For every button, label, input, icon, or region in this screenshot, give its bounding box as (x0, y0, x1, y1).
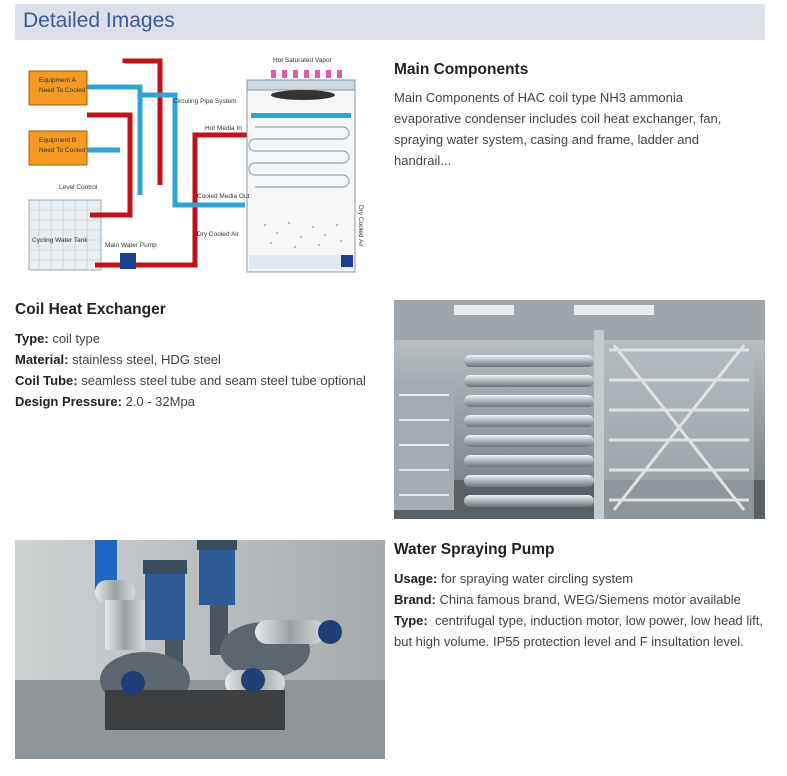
coil-title: Coil Heat Exchanger (15, 301, 166, 318)
diagram-label-equipment-a: Equipment A Need To Cooled (39, 77, 86, 94)
pump-spec-list (394, 568, 767, 652)
pump-title: Water Spraying Pump (394, 541, 555, 558)
water-spraying-pump-photo (15, 540, 385, 759)
diagram-label-equipment-b: Equipment B Need To Cooled (39, 137, 86, 154)
diagram-label-cooled-media: Cooled Media Out (197, 193, 250, 200)
coil-spec-row: Coil Tube: seamless steel tube and seam steel tube optional (15, 373, 366, 388)
diagram-label-circuit: Circuling Pipe System (173, 98, 237, 105)
coil-heat-exchanger-photo (394, 300, 765, 519)
diagram-label-hot-vapor: Hot Saturated Vapor (273, 57, 332, 64)
pump-spec-row: Usage: for spraying water circling system (394, 571, 634, 586)
coil-spec-row: Type: coil type (15, 331, 101, 346)
diagram-label-hot-media: Hot Media In (205, 125, 242, 132)
pump-spec-row: Brand: China famous brand, WEG/Siemens motor available (394, 592, 741, 607)
cooling-system-diagram (15, 55, 385, 280)
diagram-label-dry-air-vertical: Dry Cooled Air (357, 205, 364, 247)
diagram-label-level-control: Level Control (59, 184, 98, 191)
pump-spec-row: Type: centrifugal type, induction motor, low power, low head lift, but high volume. IP55 protection level and F insultation level. (394, 613, 767, 649)
main-components-text: Main Components of HAC coil type NH3 ammonia evaporative condenser includes coil heat exchanger, fan, spraying water system, casing and frame, ladder and handrail... (394, 90, 722, 168)
diagram-label-main-pump: Main Water Pump (105, 242, 157, 249)
section-header (15, 4, 765, 40)
coil-spec-row: Design Pressure: 2.0 - 32Mpa (15, 394, 195, 409)
coil-spec-list (15, 328, 390, 412)
section-title: Detailed Images (23, 9, 175, 32)
main-components-title: Main Components (394, 61, 529, 78)
diagram-label-dry-air: Dry Cooled Air (197, 231, 239, 238)
diagram-label-cycling-tank: Cycling Water Tank (32, 237, 88, 244)
coil-spec-row: Material: stainless steel, HDG steel (15, 352, 221, 367)
